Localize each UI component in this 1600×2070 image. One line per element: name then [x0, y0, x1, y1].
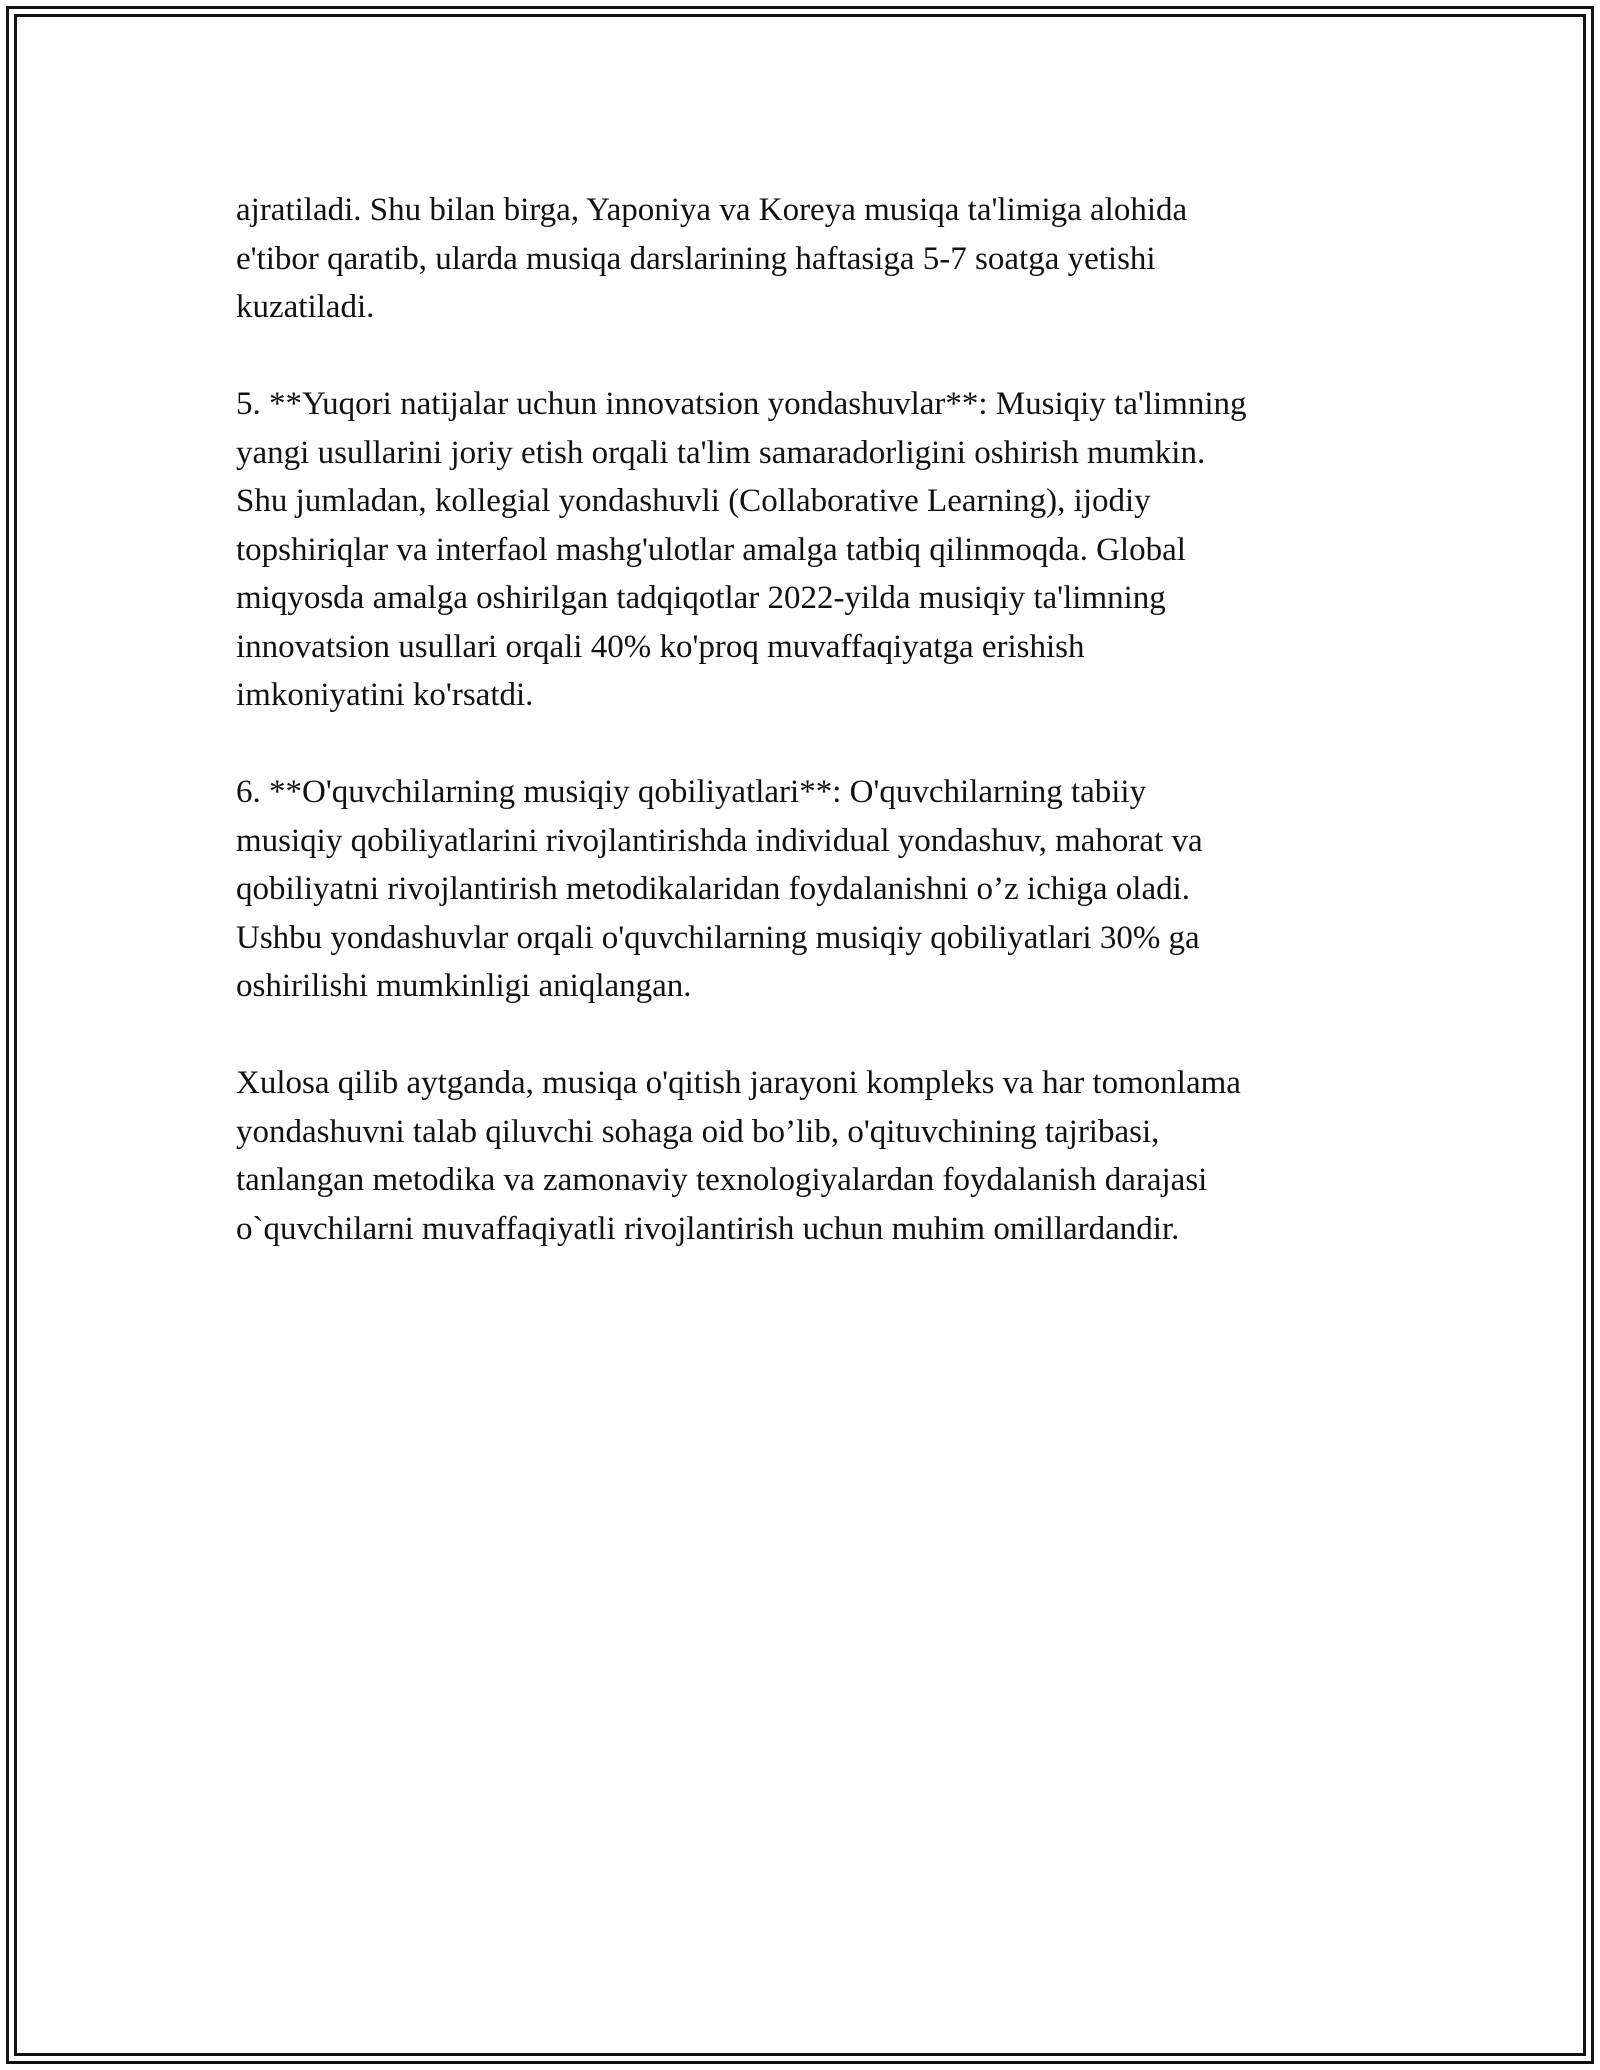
paragraph-continuation: ajratiladi. Shu bilan birga, Yaponiya va Koreya musiqa ta'limiga alohida e'tibor qaratib, ularda musiqa darslarining haftasiga 5-7 soatga yetishi kuzatiladi.: [236, 192, 1188, 325]
paragraph-item-6: 6. **O'quvchilarning musiqiy qobiliyatlari**: O'quvchilarning tabiiy musiqiy qobiliyatlarini rivojlantirishda individual yondashuv, mahorat va qobiliyatni rivojlantirish metodikalaridan foydalanishni o’z ichiga oladi. Ushbu yondashuvlar orqali o'quvchilarning musiqiy qobiliyatlari 30% ga oshirilishi mumkinligi aniqlangan.: [236, 774, 1203, 1004]
document-body: [236, 186, 1376, 1302]
paragraph-item-5: 5. **Yuqori natijalar uchun innovatsion yondashuvlar**: Musiqiy ta'limning yangi usullarini joriy etish orqali ta'lim samaradorligini oshirish mumkin. Shu jumladan, kollegial yondashuvli (Collaborative Learning), ijodiy topshiriqlar va interfaol mashg'ulotlar amalga tatbiq qilinmoqda. Global miqyosda amalga oshirilgan tadqiqotlar 2022-yilda musiqiy ta'limning innovatsion usullari orqali 40% ko'proq muvaffaqiyatga erishish imkoniyatini ko'rsatdi.: [236, 386, 1247, 713]
paragraph-conclusion: Xulosa qilib aytganda, musiqa o'qitish jarayoni kompleks va har tomonlama yondashuvni talab qiluvchi sohaga oid bo’lib, o'qituvchining tajribasi, tanlangan metodika va zamonaviy texnologiyalardan foydalanish darajasi o`quvchilarni muvaffaqiyatli rivojlantirish uchun muhim omillardandir.: [236, 1065, 1241, 1247]
